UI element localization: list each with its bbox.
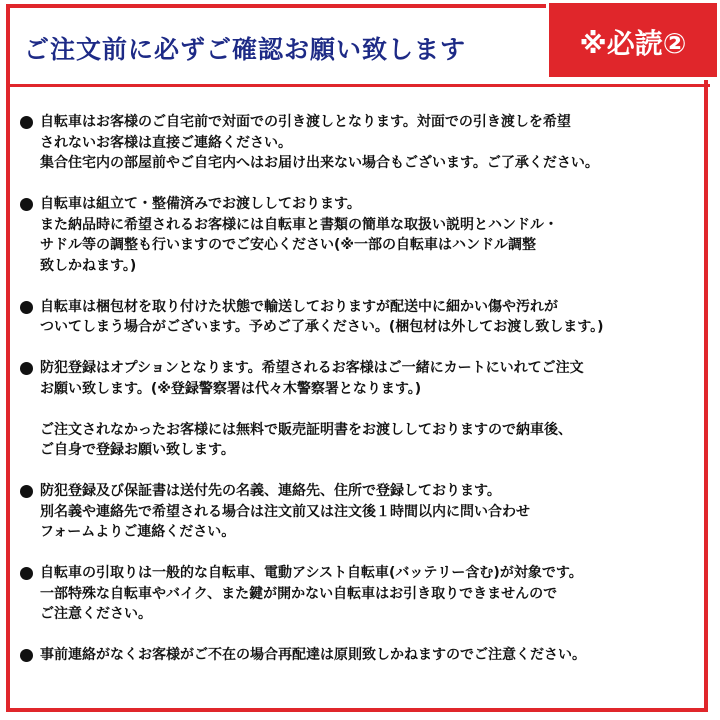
notice-line: フォームよりご連絡ください。 xyxy=(40,524,236,540)
notice-line: 自転車の引取りは一般的な自転車、電動アシスト自転車(バッテリー含む)が対象です。 xyxy=(40,565,583,581)
notice-line: 致しかねます。) xyxy=(40,257,137,274)
header-divider xyxy=(10,84,710,87)
notice-line: ご注意ください。 xyxy=(40,606,152,622)
notice-list xyxy=(20,112,706,666)
bullet-icon xyxy=(20,649,33,662)
notice-item xyxy=(20,645,706,666)
list-spacer xyxy=(20,461,706,482)
notice-line: サドル等の調整も行いますのでご安心ください(※一部の自転車はハンドル調整 xyxy=(40,237,537,253)
page-title: ご注文前に必ずご確認お願い致します xyxy=(24,35,467,64)
notice-item xyxy=(20,358,706,461)
bullet-icon xyxy=(20,116,33,129)
notice-line: お願い致します。(※登録警察署は代々木警察署となります。) xyxy=(40,380,422,397)
bullet-icon xyxy=(20,567,33,580)
notice-line: 自転車はお客様のご自宅前で対面での引き渡しとなります。対面での引き渡しを希望 xyxy=(40,114,571,130)
must-read-badge xyxy=(546,0,720,80)
bullet-icon xyxy=(20,362,33,375)
notice-item xyxy=(20,481,706,543)
notice-item xyxy=(20,194,706,276)
list-spacer xyxy=(20,338,706,359)
notice-item xyxy=(20,297,706,338)
notice-item xyxy=(20,563,706,625)
notice-line: ご注文されなかったお客様には無料で販売証明書をお渡ししておりますので納車後、 xyxy=(40,421,572,438)
paragraph-break xyxy=(40,399,706,420)
list-spacer xyxy=(20,174,706,195)
bullet-icon xyxy=(20,301,33,314)
notice-line: 集合住宅内の部屋前やご自宅内へはお届け出来ない場合もございます。ご了承ください。 xyxy=(40,155,599,171)
list-spacer xyxy=(20,625,706,646)
notice-line: また納品時に希望されるお客様には自転車と書類の簡単な取扱い説明とハンドル・ xyxy=(40,216,558,233)
bullet-icon xyxy=(20,198,33,211)
notice-item xyxy=(20,112,706,174)
list-spacer xyxy=(20,543,706,564)
notice-line: 自転車は梱包材を取り付けた状態で輸送しておりますが配送中に細かい傷や汚れが xyxy=(40,298,558,315)
list-spacer xyxy=(20,276,706,297)
notice-line: 自転車は組立て・整備済みでお渡ししております。 xyxy=(40,196,361,212)
must-read-badge-label: ※必読② xyxy=(579,27,687,60)
notice-line: 別名義や連絡先で希望される場合は注文前又は注文後１時間以内に問い合わせ xyxy=(40,503,530,520)
notice-line: ご自身で登録お願い致します。 xyxy=(40,442,235,458)
bullet-icon xyxy=(20,485,33,498)
notice-line: 防犯登録はオプションとなります。希望されるお客様はご一緒にカートにいれてご注文 xyxy=(40,360,584,376)
notice-line: 防犯登録及び保証書は送付先の名義、連絡先、住所で登録しております。 xyxy=(40,483,501,499)
notice-line: ついてしまう場合がございます。予めご了承ください。(梱包材は外してお渡し致します。) xyxy=(40,319,604,335)
notice-line: 一部特殊な自転車やバイク、また鍵が開かない自転車はお引き取りできませんので xyxy=(40,585,558,602)
notice-line: されないお客様は直接ご連絡ください。 xyxy=(40,134,292,151)
notice-line: 事前連絡がなくお客様がご不在の場合再配達は原則致しかねますのでご注意ください。 xyxy=(40,647,586,663)
